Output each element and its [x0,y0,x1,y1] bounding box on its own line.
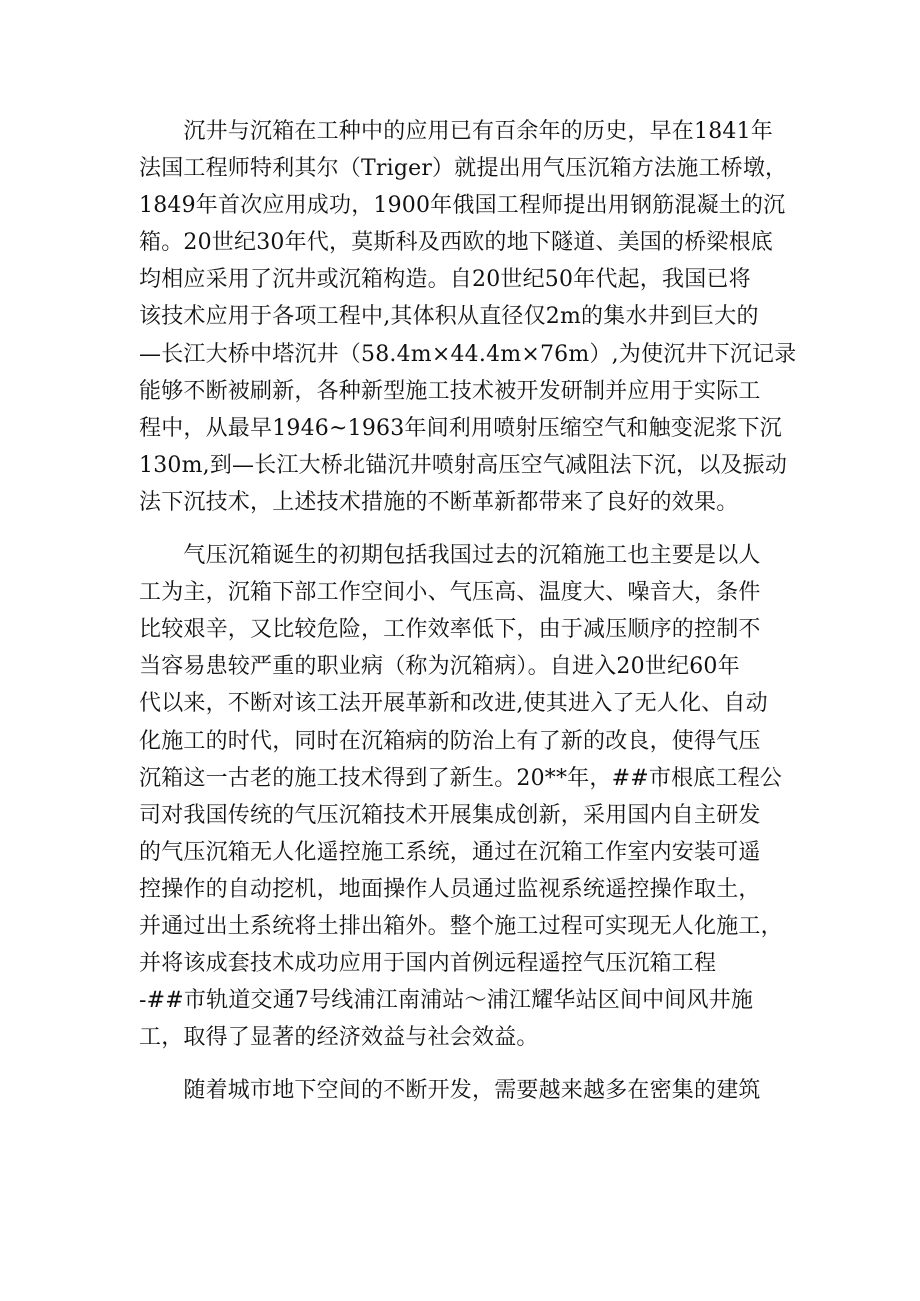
paragraph-spacer [139,521,839,537]
text-line: 代以来，不断对该工法开展革新和改进,使其进入了无人化、自动 [139,691,768,717]
text-line: 并通过出土系统将土排出箱外。整个施工过程可实现无人化施工， [139,913,783,939]
text-line: 沉井与沉箱在工种中的应用已有百余年的历史，早在1841年 [139,119,773,144]
text-line: 130m,到—长江大桥北锚沉井喷射高压空气减阻法下沉，以及振动 [139,452,788,478]
text-line: 法下沉技术，上述技术措施的不断革新都带来了良好的效果。 [139,489,739,515]
text-line: 均相应采用了沉井或沉箱构造。自20世纪50年代起，我国已将 [139,267,751,293]
text-line: 随着城市地下空间的不断开发，需要越来越多在密集的建筑 [139,1078,761,1104]
text-line: 当容易患较严重的职业病（称为沉箱病）。自进入20世纪60年 [139,654,740,680]
text-line: 气压沉箱诞生的初期包括我国过去的沉箱施工也主要是以人 [139,543,761,569]
text-line: -##市轨道交通7号线浦江南浦站～浦江耀华站区间中间风井施 [139,988,754,1014]
paragraph-1 [139,113,839,521]
text-line: 工，取得了显著的经济效益与社会效益。 [139,1025,539,1051]
text-line: 法国工程师特利其尔（Triger）就提出用气压沉箱方法施工桥墩， [139,156,788,182]
text-line: 化施工的时代，同时在沉箱病的防治上有了新的改良，使得气压 [139,728,761,754]
text-line: 并将该成套技术成功应用于国内首例远程遥控气压沉箱工程 [139,951,717,977]
text-line: 能够不断被刷新，各种新型施工技术被开发研制并应用于实际工 [139,378,761,404]
text-line: 箱。20世纪30年代，莫斯科及西欧的地下隧道、美国的桥梁根底 [139,230,773,256]
paragraph-3 [139,1072,839,1109]
paragraph-2 [139,537,839,1056]
text-line: 比较艰辛，又比较危险，工作效率低下，由于减压顺序的控制不 [139,617,761,643]
paragraph-spacer [139,1056,839,1072]
text-line: 沉箱这一古老的施工技术得到了新生。20**年，##市根底工程公 [139,765,783,791]
text-line: 司对我国传统的气压沉箱技术开展集成创新，采用国内自主研发 [139,802,761,828]
text-line: 控操作的自动挖机，地面操作人员通过监视系统遥控操作取土， [139,876,761,902]
text-line: 1849年首次应用成功，1900年俄国工程师提出用钢筋混凝土的沉 [139,193,786,219]
body-text [139,113,839,1109]
text-line: 工为主，沉箱下部工作空间小、气压高、温度大、噪音大，条件 [139,580,761,606]
text-line: 程中，从最早1946~1963年间利用喷射压缩空气和触变泥浆下沉 [139,415,782,441]
text-line: 该技术应用于各项工程中,其体积从直径仅2m的集水井到巨大的 [139,304,759,330]
text-line: 的气压沉箱无人化遥控施工系统，通过在沉箱工作室内安装可遥 [139,839,761,865]
text-line: —长江大桥中塔沉井（58.4m×44.4m×76m）,为使沉井下沉记录 [139,341,797,367]
